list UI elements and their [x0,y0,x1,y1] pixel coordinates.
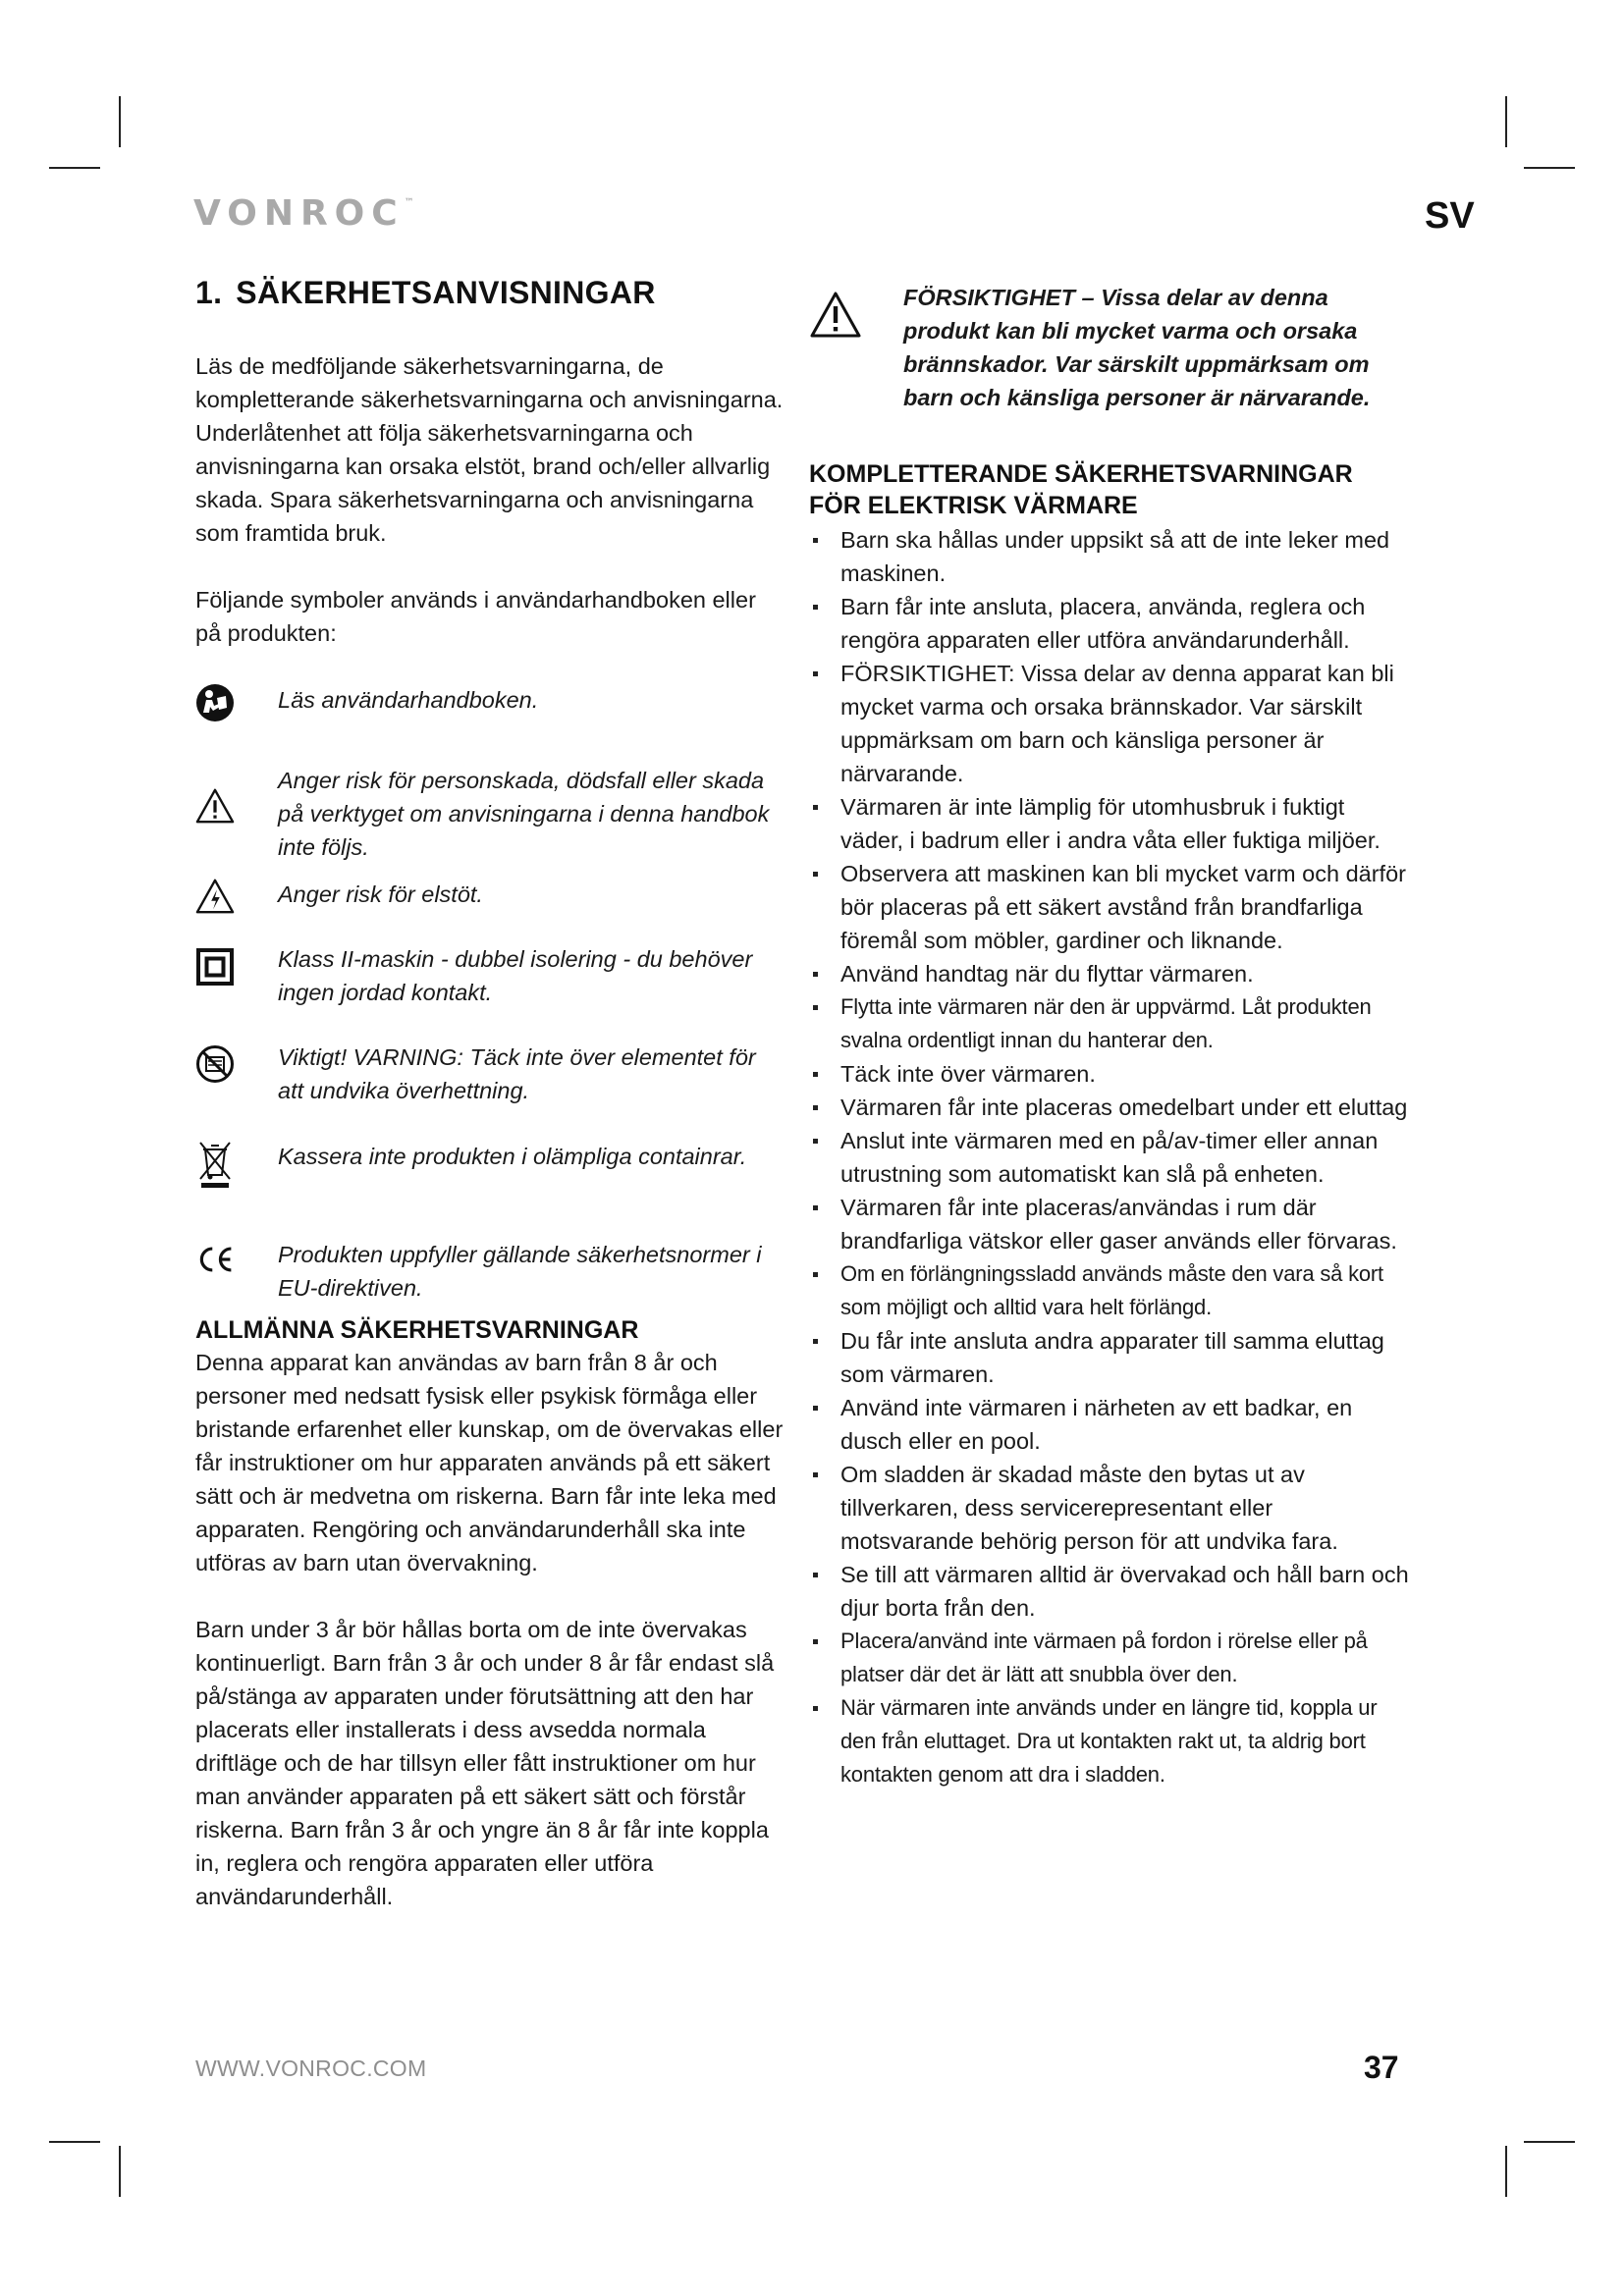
crop-mark [49,2141,100,2143]
general-paragraph: Barn under 3 år bör hållas borta om de inte övervakas kontinuerligt. Barn från 3 år och under 8 år får endast slå på/stänga av apparaten under förutsättning att den har placerats eller installerats i dess avsedda normala driftläge och de har tillsyn eller fått instruktioner om hur man använder apparaten på ett säkert sätt och förstår riskerna. Barn från 3 år och yngre än 8 år får inte koppla in, reglera och rengöra apparaten eller utföra användarunderhåll. [195,1617,775,1909]
crop-mark [49,167,100,169]
general-warnings-heading: ALLMÄNNA SÄKERHETSVARNINGAR [195,1316,639,1344]
list-item: Observera att maskinen kan bli mycket varm och därför bör placeras på ett säkert avstånd från brandfarliga föremål som möbler, gardiner och liknande. [809,857,1410,957]
read-manual-icon [195,683,235,722]
list-item: Använd handtag när du flyttar värmaren. [809,957,1410,990]
list-item: Anslut inte värmaren med en på/av-timer eller annan utrustning som automatiskt kan slå på enheten. [809,1124,1410,1191]
symbol-row: Kassera inte produkten i olämpliga containrar. [195,1140,785,1238]
warning-triangle-icon [195,764,235,825]
list-item: Du får inte ansluta andra apparater till samma eluttag som värmaren. [809,1324,1410,1391]
list-item: FÖRSIKTIGHET: Vissa delar av denna apparat kan bli mycket varma och orsaka brännskador. Var särskilt uppmärksam om barn och känsliga personer är närvarande. [809,657,1410,790]
crop-mark [119,2146,121,2197]
symbol-row: Anger risk för elstöt. [195,878,785,942]
section-title: 1. SÄKERHETSANVISNINGAR [195,275,656,310]
right-column [809,281,1410,1791]
intro-paragraph: Läs de medföljande säkerhetsvarningarna, de kompletterande säkerhetsvarningarna och anvisningarna. Underlåtenhet att följa säkerhetsvarningarna och anvisningarna kan orsaka elstöt, brand och/eller allvarlig skada. Spara säkerhetsvarningarna och anvisningarna som framtida bruk. [195,353,784,546]
symbol-list [195,683,785,1316]
symbol-row: Klass II-maskin - dubbel isolering - du behöver ingen jordad kontakt. [195,942,785,1041]
warning-list [809,523,1410,1791]
list-item: Placera/använd inte värmaen på fordon i rörelse eller på platser där det är lätt att snubbla över den. [809,1625,1410,1691]
weee-bin-icon [195,1140,235,1189]
list-item: Om en förlängningssladd används måste den vara så kort som möjligt och alltid vara helt förlängd. [809,1257,1410,1324]
symbol-row: Produkten uppfyller gällande säkerhetsnormer i EU-direktiven. [195,1238,785,1316]
symbol-row: Viktigt! VARNING: Täck inte över elementet för att undvika överhettning. [195,1041,785,1140]
symbol-row: Anger risk för personskada, dödsfall eller skada på verktyget om anvisningarna i denna handbok inte följs. [195,764,785,878]
list-item: Flytta inte värmaren när den är uppvärmd. Låt produkten svalna ordentligt innan du hanterar den. [809,990,1410,1057]
left-column [195,275,785,1913]
brand-logo: VONROC™ [193,193,414,234]
do-not-cover-icon [195,1041,235,1084]
ce-mark-icon [195,1238,235,1275]
list-item: Värmaren får inte placeras omedelbart under ett eluttag [809,1091,1410,1124]
list-item: Barn ska hållas under uppsikt så att de inte leker med maskinen. [809,523,1410,590]
website-url[interactable]: WWW.VONROC.COM [195,2056,427,2081]
list-item: Värmaren är inte lämplig för utomhusbruk i fuktigt väder, i badrum eller i andra våta eller fuktiga miljöer. [809,790,1410,857]
class-ii-icon [195,942,235,986]
list-item: När värmaren inte används under en längre tid, koppla ur den från eluttaget. Dra ut kontakten rakt ut, ta aldrig bort kontakten genom att dra i sladden. [809,1691,1410,1791]
list-item: Om sladden är skadad måste den bytas ut av tillverkaren, dess servicerepresentant eller motsvarande behörig person för att undvika fara. [809,1458,1410,1558]
page-number: 37 [1364,2050,1399,2085]
crop-mark [1505,96,1507,147]
symbols-intro: Följande symboler används i användarhandboken eller på produkten: [195,587,756,646]
list-item: Se till att värmaren alltid är övervakad och håll barn och djur borta från den. [809,1558,1410,1625]
warning-triangle-icon [809,281,864,345]
crop-mark [1505,2146,1507,2197]
list-item: Barn får inte ansluta, placera, använda, reglera och rengöra apparaten eller utföra användarunderhåll. [809,590,1410,657]
electric-shock-icon [195,878,235,915]
crop-mark [1524,167,1575,169]
list-item: Värmaren får inte placeras/användas i rum där brandfarliga vätskor eller gaser används eller förvaras. [809,1191,1410,1257]
language-code: SV [1425,195,1475,237]
crop-mark [119,96,121,147]
symbol-row: Läs användarhandboken. [195,683,785,764]
caution-text: FÖRSIKTIGHET – Vissa delar av denna produkt kan bli mycket varma och orsaka brännskador. Var särskilt uppmärksam om barn och känsliga personer är närvarande. [903,285,1371,410]
caution-block [809,281,1410,414]
crop-mark [1524,2141,1575,2143]
list-item: Täck inte över värmaren. [809,1057,1410,1091]
supplementary-heading: KOMPLETTERANDE SÄKERHETSVARNINGAR FÖR ELEKTRISK VÄRMARE [809,460,1353,519]
list-item: Använd inte värmaren i närheten av ett badkar, en dusch eller en pool. [809,1391,1410,1458]
general-paragraph: Denna apparat kan användas av barn från 8 år och personer med nedsatt fysisk eller psykisk förmåga eller bristande erfarenhet eller kunskap, om de övervakas eller får instruktioner om hur apparaten används på ett säkert sätt och är medvetna om riskerna. Barn får inte leka med apparaten. Rengöring och användarunderhåll ska inte utföras av barn utan övervakning. [195,1350,784,1575]
